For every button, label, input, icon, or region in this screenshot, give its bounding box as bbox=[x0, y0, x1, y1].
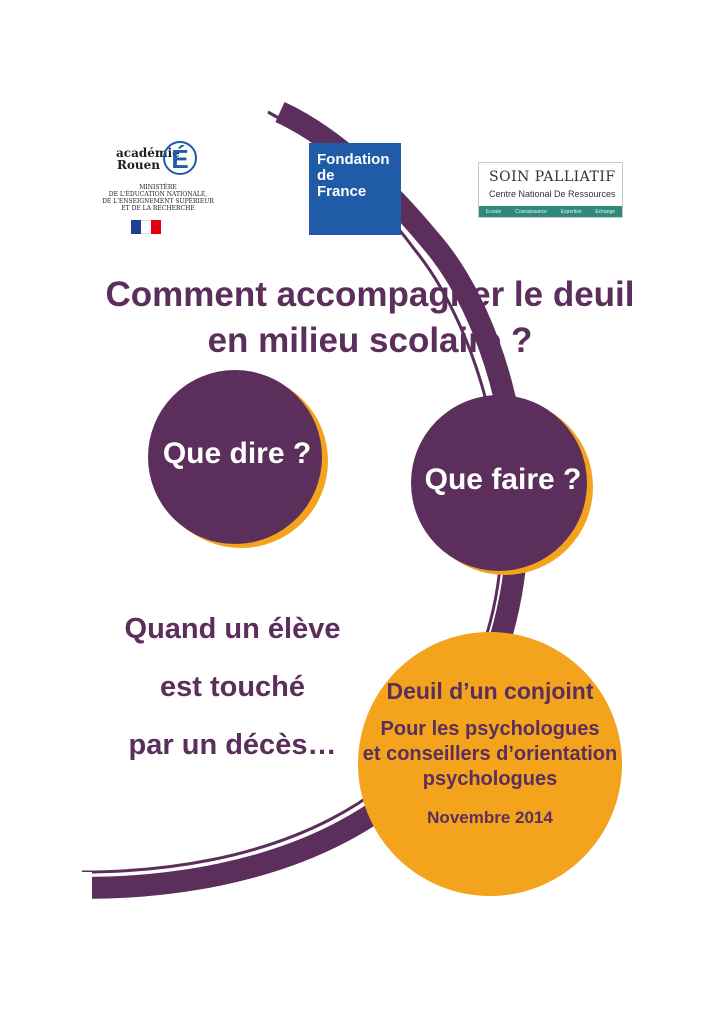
title-line-1: Comment accompagner le deuil bbox=[105, 275, 635, 314]
intro-line-1: Quand un élève bbox=[124, 613, 341, 645]
svg-text:É: É bbox=[171, 144, 189, 174]
soin-palliatif-logo bbox=[478, 162, 623, 218]
fondation-de-france-logo: Fondation de France bbox=[309, 143, 401, 235]
que-dire-label: Que dire ? bbox=[162, 437, 312, 470]
page-title bbox=[60, 272, 680, 364]
intro-line-3: par un décès… bbox=[128, 729, 337, 761]
que-faire-label: Que faire ? bbox=[424, 463, 582, 496]
intro-line-2: est touché bbox=[159, 671, 306, 703]
intro-text bbox=[115, 600, 350, 774]
deuil-circle bbox=[358, 632, 622, 896]
republique-flag-icon bbox=[131, 220, 161, 234]
rouen-word: Rouen bbox=[116, 158, 160, 172]
soin-title: SOIN PALLIATIF bbox=[489, 169, 616, 185]
academie-word: académie bbox=[116, 146, 180, 160]
publication-date: Novembre 2014 bbox=[427, 808, 553, 827]
academie-rouen-logo bbox=[98, 132, 218, 242]
que-faire-circle bbox=[411, 395, 587, 571]
deuil-audience: Pour les psychologues et conseillers d’orientation psychologues bbox=[362, 718, 618, 790]
ministry-text: MINISTÈRE DE L'ÉDUCATION NATIONALE, DE L'ENSEIGNEMENT SUPÉRIEUR ET DE LA RECHERCHE bbox=[102, 184, 214, 212]
soin-subtitle: Centre National De Ressources bbox=[489, 189, 616, 199]
que-dire-circle bbox=[148, 370, 322, 544]
soin-tag-bar: Ecoute Connaissance Expertise Echange bbox=[479, 206, 622, 217]
deuil-title: Deuil d’un conjoint bbox=[386, 678, 594, 704]
title-line-2: en milieu scolaire ? bbox=[207, 321, 533, 360]
academie-e-icon bbox=[160, 132, 200, 176]
